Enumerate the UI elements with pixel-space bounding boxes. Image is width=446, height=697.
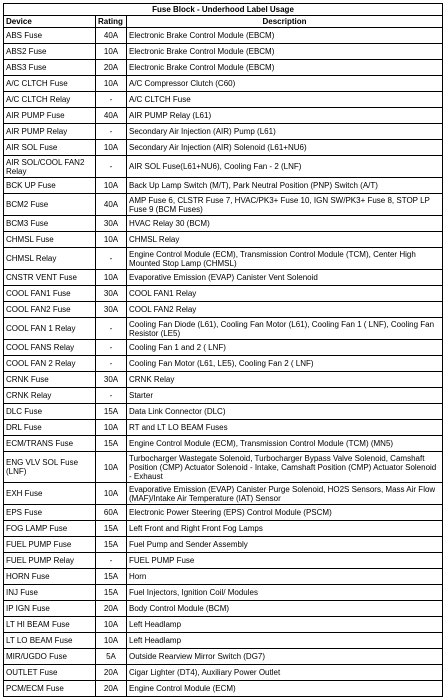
rating-cell: - <box>96 356 127 372</box>
device-cell: ENG VLV SOL Fuse (LNF) <box>4 452 96 483</box>
device-cell: ABS Fuse <box>4 28 96 44</box>
rating-cell: - <box>96 124 127 140</box>
device-cell: DLC Fuse <box>4 404 96 420</box>
device-cell: AIR SOL Fuse <box>4 140 96 156</box>
table-row <box>4 483 443 505</box>
description-cell: FUEL PUMP Fuse <box>127 553 443 569</box>
device-cell: BCM2 Fuse <box>4 194 96 216</box>
rating-cell: - <box>96 156 127 178</box>
device-cell: EPS Fuse <box>4 505 96 521</box>
description-cell: HVAC Relay 30 (BCM) <box>127 216 443 232</box>
device-cell: A/C CLTCH Fuse <box>4 76 96 92</box>
rating-cell: 20A <box>96 681 127 697</box>
table-row <box>4 569 443 585</box>
description-cell: AIR PUMP Relay (L61) <box>127 108 443 124</box>
device-cell: FUEL PUMP Fuse <box>4 537 96 553</box>
header-row <box>4 16 443 28</box>
table-row <box>4 60 443 76</box>
column-header-rating: Rating <box>96 16 127 28</box>
table-title: Fuse Block - Underhood Label Usage <box>4 4 443 16</box>
rating-cell: 30A <box>96 286 127 302</box>
rating-cell: 10A <box>96 76 127 92</box>
table-row <box>4 452 443 483</box>
description-cell: Electronic Brake Control Module (EBCM) <box>127 44 443 60</box>
table-row <box>4 270 443 286</box>
table-row <box>4 194 443 216</box>
device-cell: CNSTR VENT Fuse <box>4 270 96 286</box>
table-row <box>4 356 443 372</box>
title-row <box>4 4 443 16</box>
device-cell: IP IGN Fuse <box>4 601 96 617</box>
description-cell: CRNK Relay <box>127 372 443 388</box>
description-cell: RT and LT LO BEAM Fuses <box>127 420 443 436</box>
description-cell: Outside Rearview Mirror Switch (DG7) <box>127 649 443 665</box>
description-cell: Evaporative Emission (EVAP) Canister Vent Solenoid <box>127 270 443 286</box>
description-cell: A/C CLTCH Fuse <box>127 92 443 108</box>
description-cell: Fuel Pump and Sender Assembly <box>127 537 443 553</box>
device-cell: AIR SOL/COOL FAN2 Relay <box>4 156 96 178</box>
description-cell: CHMSL Relay <box>127 232 443 248</box>
table-row <box>4 124 443 140</box>
table-row <box>4 521 443 537</box>
rating-cell: 30A <box>96 302 127 318</box>
table-row <box>4 404 443 420</box>
description-cell: Cooling Fan Motor (L61, LE5), Cooling Fan 2 ( LNF) <box>127 356 443 372</box>
device-cell: BCM3 Fuse <box>4 216 96 232</box>
device-cell: INJ Fuse <box>4 585 96 601</box>
rating-cell: 15A <box>96 521 127 537</box>
table-row <box>4 248 443 270</box>
table-row <box>4 420 443 436</box>
description-cell: Fuel Injectors, Ignition Coil/ Modules <box>127 585 443 601</box>
description-cell: Electronic Brake Control Module (EBCM) <box>127 28 443 44</box>
rating-cell: - <box>96 318 127 340</box>
rating-cell: - <box>96 553 127 569</box>
rating-cell: 20A <box>96 60 127 76</box>
table-row <box>4 340 443 356</box>
rating-cell: 10A <box>96 633 127 649</box>
rating-cell: - <box>96 92 127 108</box>
rating-cell: - <box>96 248 127 270</box>
table-row <box>4 140 443 156</box>
description-cell: Engine Control Module (ECM), Transmission Control Module (TCM) (MN5) <box>127 436 443 452</box>
table-row <box>4 505 443 521</box>
table-row <box>4 388 443 404</box>
description-cell: Left Headlamp <box>127 617 443 633</box>
fuse-table-body <box>4 28 443 697</box>
description-cell: COOL FAN2 Relay <box>127 302 443 318</box>
description-cell: Evaporative Emission (EVAP) Canister Purge Solenoid, HO2S Sensors, Mass Air Flow (MAF)/Intake Air Temperature (IAT) Sensor <box>127 483 443 505</box>
table-row <box>4 665 443 681</box>
description-cell: Cooling Fan 1 and 2 ( LNF) <box>127 340 443 356</box>
column-header-device: Device <box>4 16 96 28</box>
description-cell: Engine Control Module (ECM) <box>127 681 443 697</box>
rating-cell: 30A <box>96 216 127 232</box>
device-cell: CRNK Fuse <box>4 372 96 388</box>
device-cell: ECM/TRANS Fuse <box>4 436 96 452</box>
rating-cell: 40A <box>96 108 127 124</box>
description-cell: Cigar Lighter (DT4), Auxiliary Power Outlet <box>127 665 443 681</box>
description-cell: Back Up Lamp Switch (M/T), Park Neutral Position (PNP) Switch (A/T) <box>127 178 443 194</box>
device-cell: COOL FAN 1 Relay <box>4 318 96 340</box>
rating-cell: 15A <box>96 436 127 452</box>
fuse-table <box>3 3 443 697</box>
description-cell: Left Headlamp <box>127 633 443 649</box>
rating-cell: 20A <box>96 601 127 617</box>
rating-cell: - <box>96 340 127 356</box>
table-row <box>4 92 443 108</box>
table-row <box>4 633 443 649</box>
description-cell: Data Link Connector (DLC) <box>127 404 443 420</box>
device-cell: PCM/ECM Fuse <box>4 681 96 697</box>
table-row <box>4 372 443 388</box>
table-row <box>4 681 443 697</box>
column-header-description: Description <box>127 16 443 28</box>
table-row <box>4 286 443 302</box>
rating-cell: 15A <box>96 585 127 601</box>
table-row <box>4 44 443 60</box>
table-row <box>4 617 443 633</box>
device-cell: CRNK Relay <box>4 388 96 404</box>
rating-cell: 20A <box>96 665 127 681</box>
table-row <box>4 108 443 124</box>
table-row <box>4 553 443 569</box>
description-cell: AMP Fuse 6, CLSTR Fuse 7, HVAC/PK3+ Fuse 10, IGN SW/PK3+ Fuse 8, STOP LP Fuse 9 (BCM Fuses) <box>127 194 443 216</box>
device-cell: COOL FAN1 Fuse <box>4 286 96 302</box>
rating-cell: 15A <box>96 537 127 553</box>
rating-cell: 15A <box>96 569 127 585</box>
device-cell: ABS2 Fuse <box>4 44 96 60</box>
device-cell: DRL Fuse <box>4 420 96 436</box>
description-cell: Starter <box>127 388 443 404</box>
description-cell: COOL FAN1 Relay <box>127 286 443 302</box>
device-cell: EXH Fuse <box>4 483 96 505</box>
description-cell: Secondary Air Injection (AIR) Solenoid (L61+NU6) <box>127 140 443 156</box>
rating-cell: 40A <box>96 194 127 216</box>
table-row <box>4 232 443 248</box>
device-cell: AIR PUMP Fuse <box>4 108 96 124</box>
device-cell: OUTLET Fuse <box>4 665 96 681</box>
rating-cell: 10A <box>96 270 127 286</box>
description-cell: Turbocharger Wastegate Solenoid, Turbocharger Bypass Valve Solenoid, Camshaft Position (CMP) Actuator Solenoid - Intake, Camshaft Position (CMP) Actuator Solenoid - Exhaust <box>127 452 443 483</box>
device-cell: FOG LAMP Fuse <box>4 521 96 537</box>
rating-cell: 10A <box>96 452 127 483</box>
table-row <box>4 302 443 318</box>
table-row <box>4 28 443 44</box>
device-cell: ABS3 Fuse <box>4 60 96 76</box>
description-cell: Horn <box>127 569 443 585</box>
description-cell: Electronic Power Steering (EPS) Control Module (PSCM) <box>127 505 443 521</box>
table-row <box>4 156 443 178</box>
rating-cell: 10A <box>96 617 127 633</box>
device-cell: A/C CLTCH Relay <box>4 92 96 108</box>
rating-cell: 10A <box>96 140 127 156</box>
device-cell: CHMSL Fuse <box>4 232 96 248</box>
table-row <box>4 216 443 232</box>
description-cell: Left Front and Right Front Fog Lamps <box>127 521 443 537</box>
description-cell: A/C Compressor Clutch (C60) <box>127 76 443 92</box>
device-cell: COOL FAN2 Fuse <box>4 302 96 318</box>
table-row <box>4 76 443 92</box>
description-cell: Engine Control Module (ECM), Transmission Control Module (TCM), Center High Mounted Stop Lamp (CHMSL) <box>127 248 443 270</box>
rating-cell: 10A <box>96 232 127 248</box>
device-cell: AIR PUMP Relay <box>4 124 96 140</box>
device-cell: LT HI BEAM Fuse <box>4 617 96 633</box>
description-cell: Cooling Fan Diode (L61), Cooling Fan Motor (L61), Cooling Fan 1 ( LNF), Cooling Fan Resistor (LE5) <box>127 318 443 340</box>
rating-cell: - <box>96 388 127 404</box>
rating-cell: 10A <box>96 483 127 505</box>
description-cell: Secondary Air Injection (AIR) Pump (L61) <box>127 124 443 140</box>
device-cell: HORN Fuse <box>4 569 96 585</box>
table-row <box>4 601 443 617</box>
rating-cell: 15A <box>96 404 127 420</box>
rating-cell: 10A <box>96 420 127 436</box>
rating-cell: 60A <box>96 505 127 521</box>
description-cell: Body Control Module (BCM) <box>127 601 443 617</box>
device-cell: BCK UP Fuse <box>4 178 96 194</box>
device-cell: MIR/UGDO Fuse <box>4 649 96 665</box>
table-row <box>4 649 443 665</box>
table-row <box>4 436 443 452</box>
table-row <box>4 537 443 553</box>
device-cell: CHMSL Relay <box>4 248 96 270</box>
table-row <box>4 318 443 340</box>
device-cell: LT LO BEAM Fuse <box>4 633 96 649</box>
device-cell: COOL FANS Relay <box>4 340 96 356</box>
rating-cell: 10A <box>96 44 127 60</box>
table-row <box>4 178 443 194</box>
fuse-usage-sheet <box>3 3 442 697</box>
description-cell: AIR SOL Fuse(L61+NU6), Cooling Fan - 2 (LNF) <box>127 156 443 178</box>
table-row <box>4 585 443 601</box>
device-cell: COOL FAN 2 Relay <box>4 356 96 372</box>
rating-cell: 30A <box>96 372 127 388</box>
rating-cell: 5A <box>96 649 127 665</box>
description-cell: Electronic Brake Control Module (EBCM) <box>127 60 443 76</box>
rating-cell: 10A <box>96 178 127 194</box>
device-cell: FUEL PUMP Relay <box>4 553 96 569</box>
rating-cell: 40A <box>96 28 127 44</box>
